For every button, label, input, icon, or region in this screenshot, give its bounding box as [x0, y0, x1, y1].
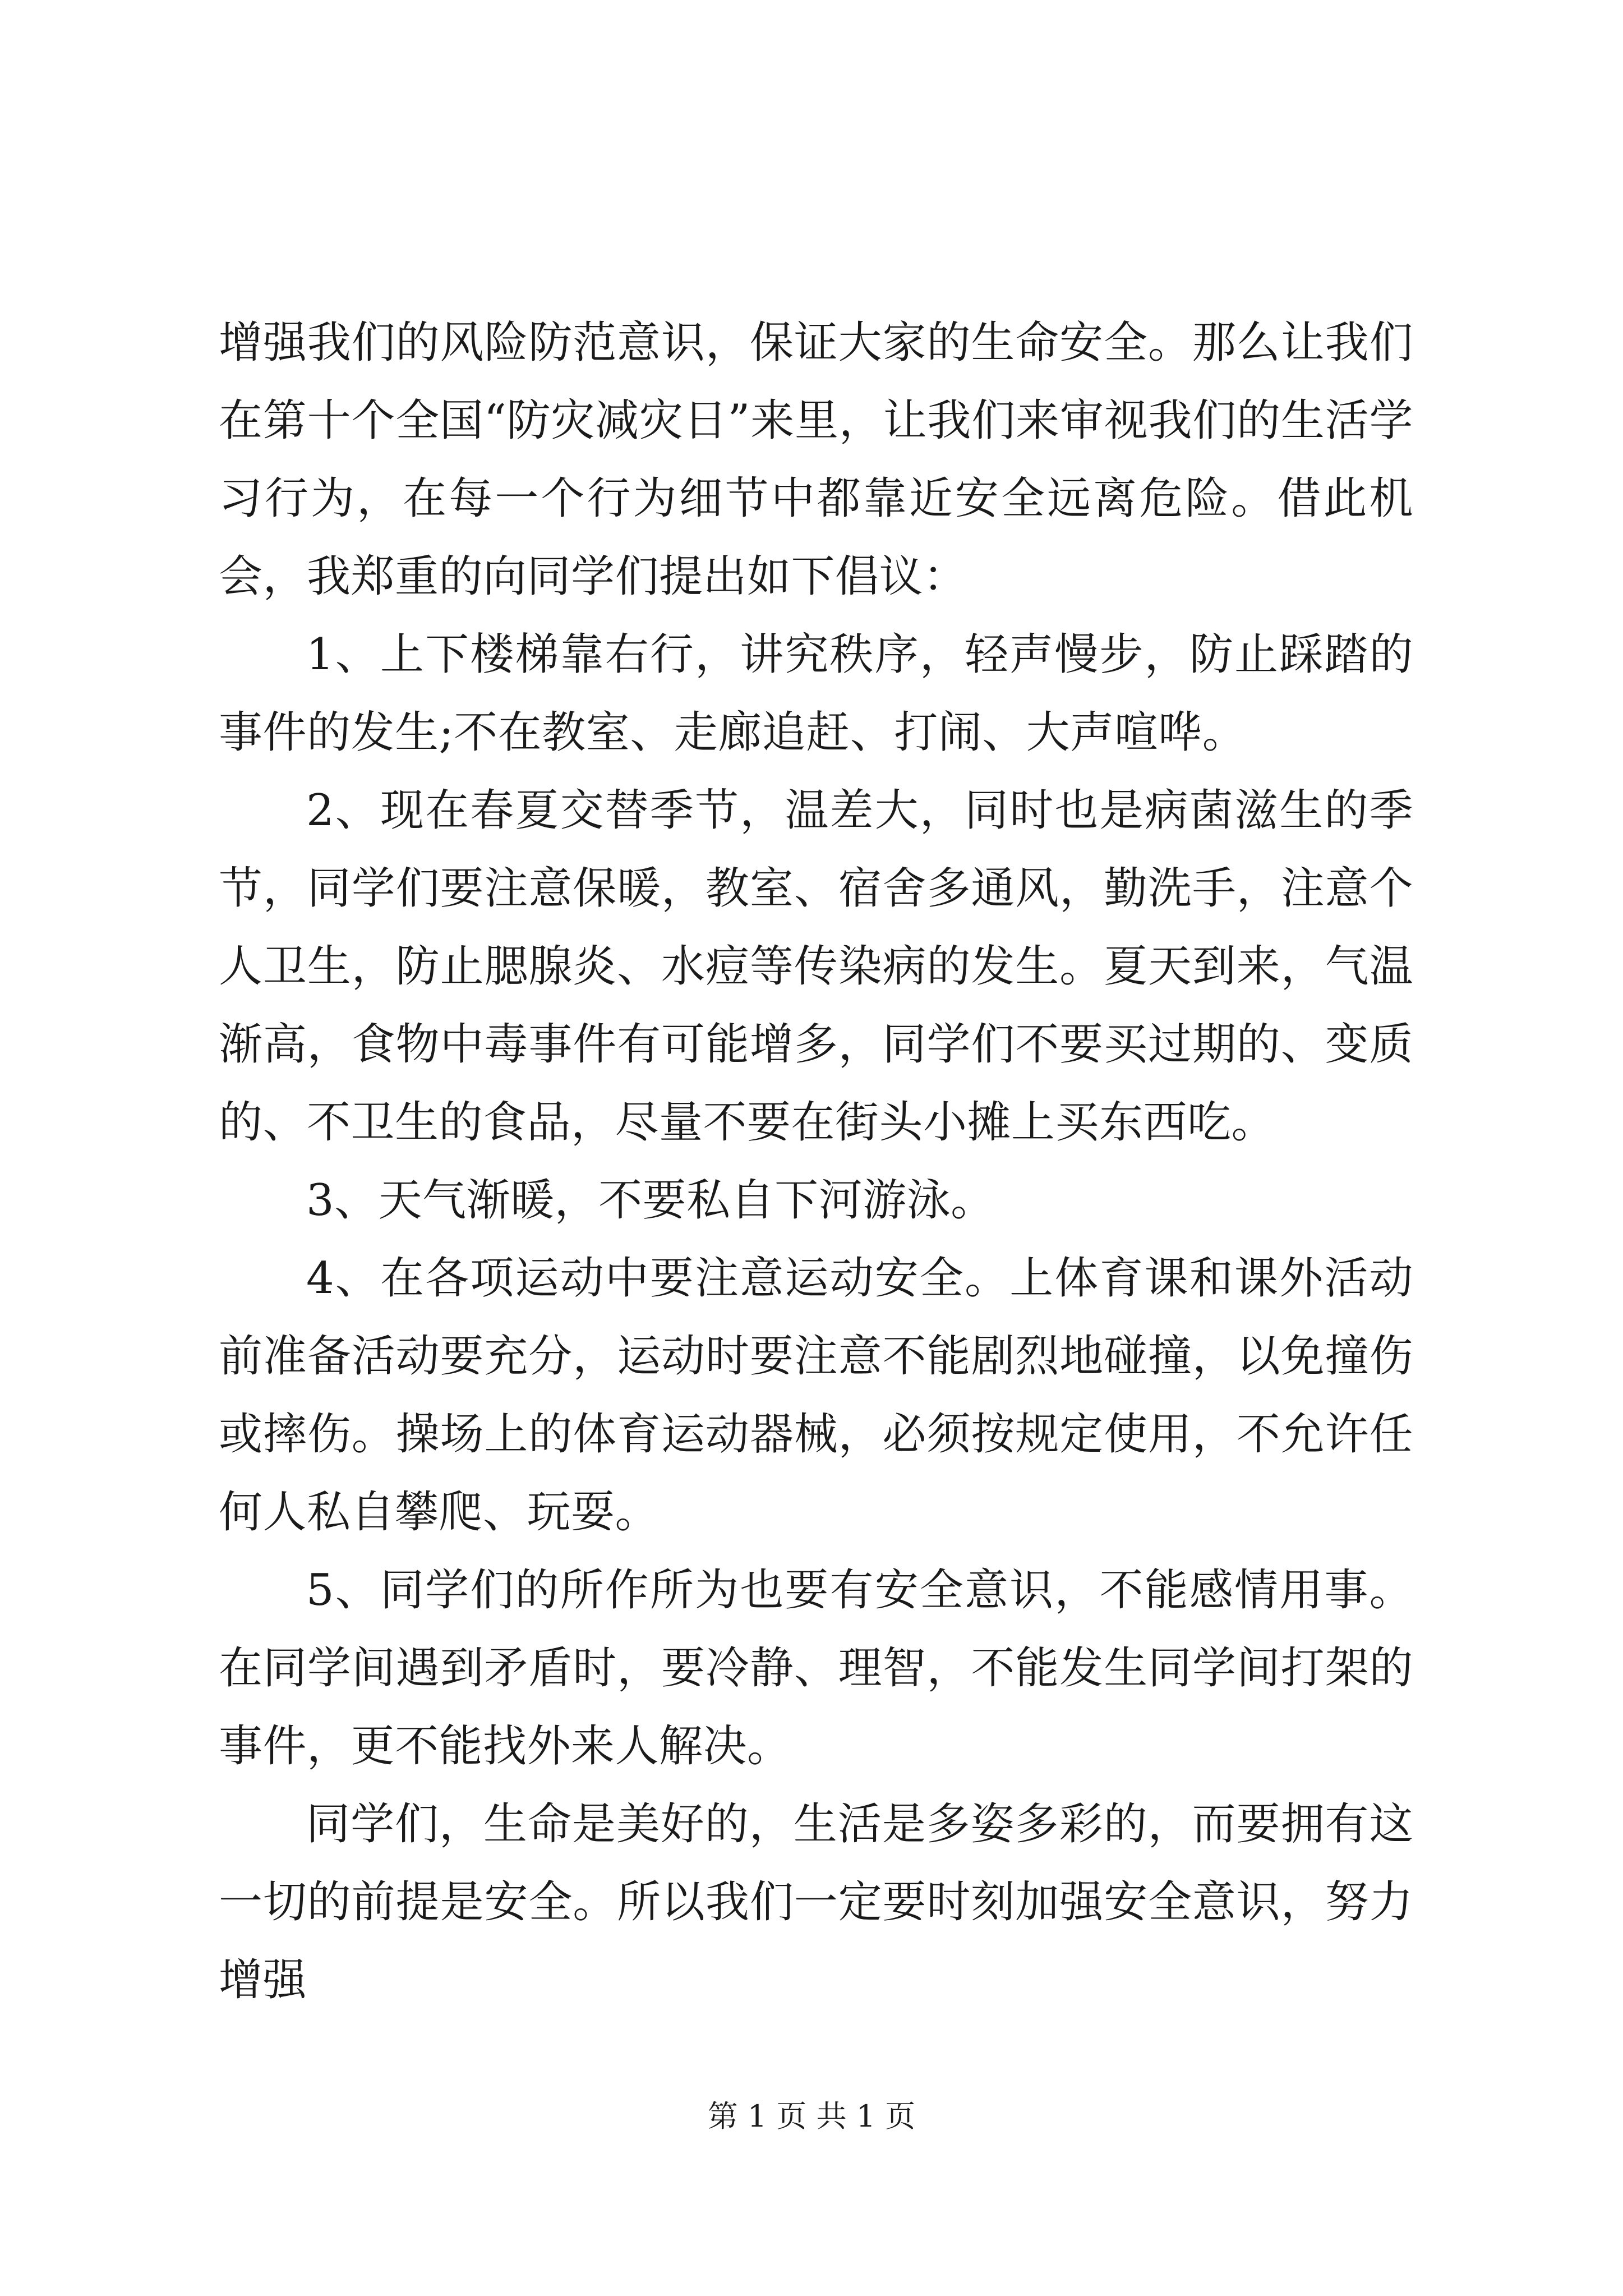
page-footer: 第 1 页 共 1 页	[707, 2099, 916, 2134]
paragraph-item-1: 1、上下楼梯靠右行，讲究秩序，轻声慢步，防止踩踏的事件的发生;不在教室、走廊追赶、打闹、大声喧哗。	[219, 629, 1413, 758]
paragraph-item-5: 5、同学们的所作所为也要有安全意识，不能感情用事。在同学间遇到矛盾时，要冷静、理智，不能发生同学间打架的事件，更不能找外来人解决。	[219, 1565, 1413, 1772]
paragraph-closing: 同学们，生命是美好的，生活是多姿多彩的，而要拥有这一切的前提是安全。所以我们一定要时刻加强安全意识，努力增强	[219, 1799, 1413, 2005]
paragraph-item-2: 2、现在春夏交替季节，温差大，同时也是病菌滋生的季节，同学们要注意保暖，教室、宿舍多通风，勤洗手，注意个人卫生，防止腮腺炎、水痘等传染病的发生。夏天到来，气温渐高，食物中毒事件有可能增多，同学们不要买过期的、变质的、不卫生的食品，尽量不要在街头小摊上买东西吃。	[219, 785, 1413, 1148]
paragraph-intro: 增强我们的风险防范意识，保证大家的生命安全。那么让我们在第十个全国“防灾减灾日”来里，让我们来审视我们的生活学习行为，在每一个行为细节中都靠近安全远离危险。借此机会，我郑重的向同学们提出如下倡议：	[219, 318, 1413, 602]
paragraph-item-3: 3、天气渐暖，不要私自下河游泳。	[306, 1175, 995, 1226]
document-body	[219, 304, 1413, 2019]
paragraph-item-4: 4、在各项运动中要注意运动安全。上体育课和课外活动前准备活动要充分，运动时要注意不能剧烈地碰撞，以免撞伤或摔伤。操场上的体育运动器械，必须按规定使用，不允许任何人私自攀爬、玩耍。	[219, 1253, 1413, 1538]
